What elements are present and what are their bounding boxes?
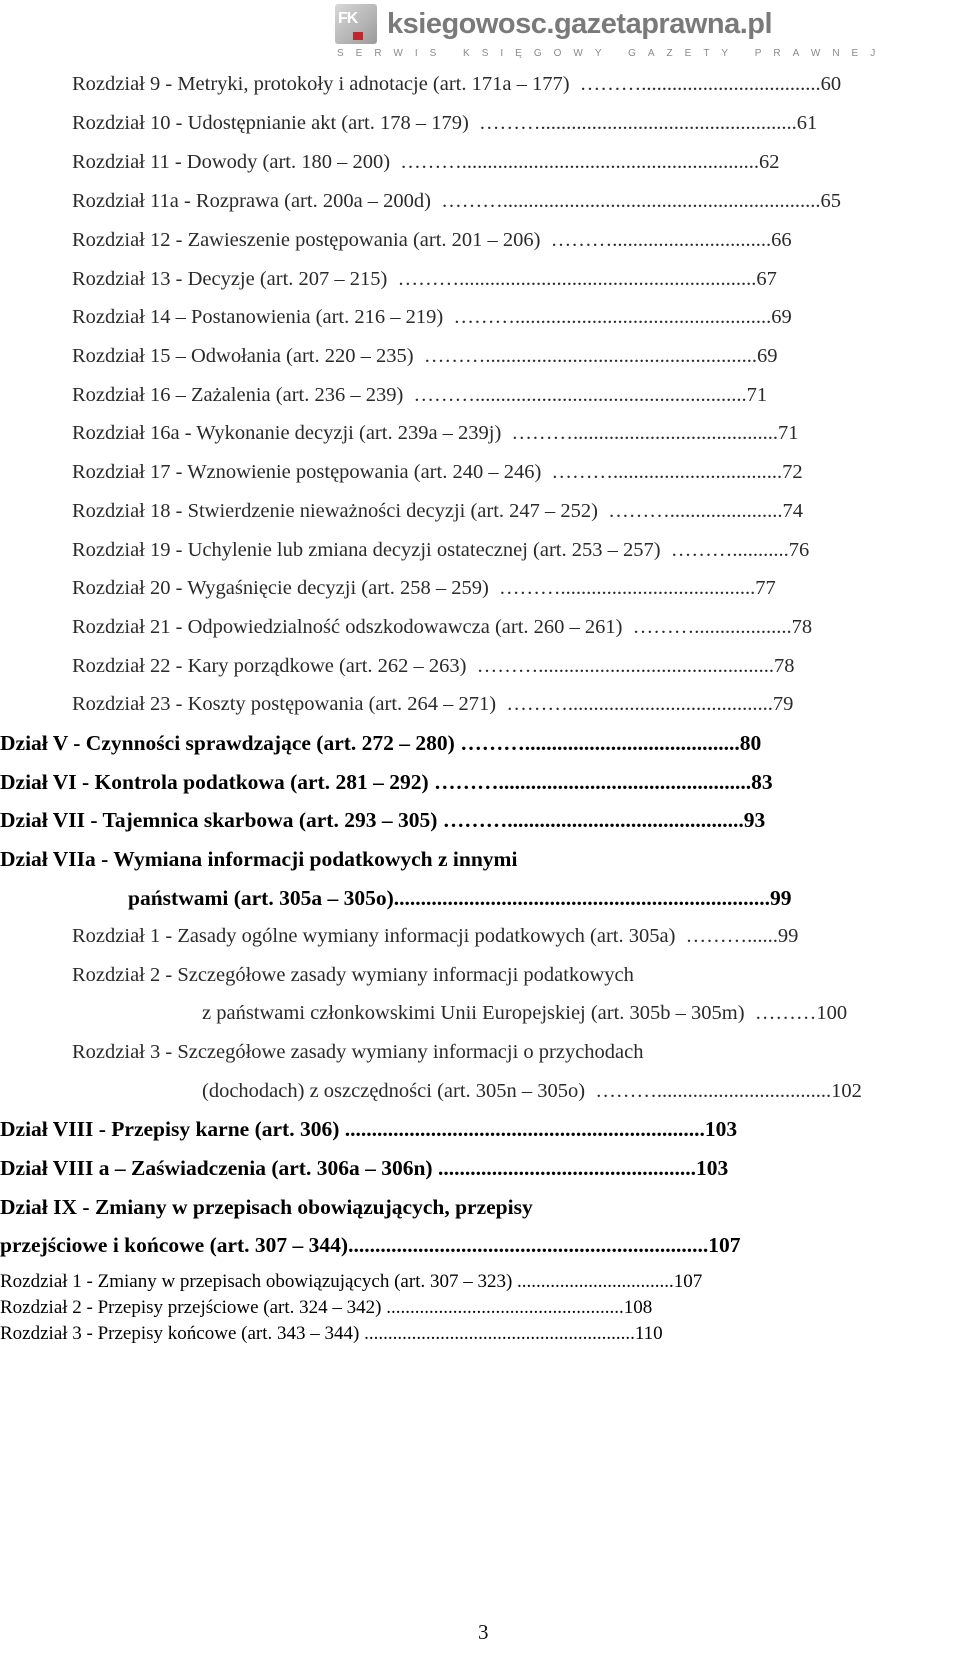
- page-number: 3: [478, 1620, 489, 1644]
- toc-entry: Rozdział 15 – Odwołania (art. 220 – 235) ……….....................................................69: [72, 345, 778, 367]
- toc-entry: Rozdział 22 - Kary porządkowe (art. 262 – 263) ………..............................................78: [72, 655, 795, 677]
- toc-entry: Rozdział 12 - Zawieszenie postępowania (art. 201 – 206) ………...............................66: [72, 229, 792, 251]
- toc-division: Dział VIII - Przepisy karne (art. 306) ...................................................................103: [0, 1117, 738, 1141]
- toc-entry: Rozdział 11 - Dowody (art. 180 – 200) ………..........................................................62: [72, 151, 780, 173]
- toc-division: Dział VIIa - Wymiana informacji podatkowych z innymi: [0, 847, 518, 871]
- toc-entry: Rozdział 13 - Decyzje (art. 207 – 215) ………..........................................................67: [72, 268, 777, 290]
- toc-entry: Rozdział 18 - Stwierdzenie nieważności decyzji (art. 247 – 252) ………......................74: [72, 500, 803, 522]
- logo-text[interactable]: ksiegowosc.gazetaprawna.pl: [387, 8, 773, 40]
- toc-entry: Rozdział 20 - Wygaśnięcie decyzji (art. 258 – 259) ………......................................77: [72, 577, 776, 599]
- toc-entry: Rozdział 10 - Udostępnianie akt (art. 178 – 179) ………..................................................61: [72, 112, 818, 134]
- toc-entry: Rozdział 1 - Zasady ogólne wymiany informacji podatkowych (art. 305a) ………......99: [72, 925, 799, 947]
- toc-entry: Rozdział 2 - Przepisy przejściowe (art. 324 – 342) ..................................................108: [0, 1297, 653, 1318]
- toc-entry: z państwami członkowskimi Unii Europejskiej (art. 305b – 305m) ………100: [202, 1002, 848, 1024]
- toc-entry: Rozdział 19 - Uchylenie lub zmiana decyzji ostatecznej (art. 253 – 257) ………...........76: [72, 539, 810, 561]
- logo-subtitle: SERWIS KSIĘGOWY GAZETY PRAWNEJ: [337, 48, 888, 59]
- toc-division: Dział IX - Zmiany w przepisach obowiązujących, przepisy: [0, 1195, 533, 1219]
- toc-division: Dział V - Czynności sprawdzające (art. 272 – 280) ………........................................80: [0, 731, 762, 755]
- toc-entry: Rozdział 14 – Postanowienia (art. 216 – 219) ………..................................................69: [72, 306, 792, 328]
- toc-entry: Rozdział 23 - Koszty postępowania (art. 264 – 271) ………........................................79: [72, 693, 794, 715]
- toc-division: Dział VII - Tajemnica skarbowa (art. 293 – 305) ………............................................93: [0, 808, 766, 832]
- toc-entry: Rozdział 3 - Przepisy końcowe (art. 343 – 344) .........................................................110: [0, 1323, 663, 1344]
- toc-entry: Rozdział 9 - Metryki, protokoły i adnotacje (art. 171a – 177) ………...................................60: [72, 73, 842, 95]
- toc-entry: Rozdział 2 - Szczegółowe zasady wymiany informacji podatkowych: [72, 964, 634, 986]
- toc-entry: Rozdział 3 - Szczegółowe zasady wymiany informacji o przychodach: [72, 1041, 644, 1063]
- toc-entry: Rozdział 17 - Wznowienie postępowania (art. 240 – 246) ……….................................72: [72, 461, 803, 483]
- toc-entry: Rozdział 1 - Zmiany w przepisach obowiązujących (art. 307 – 323) .................................107: [0, 1271, 703, 1292]
- toc-division: państwami (art. 305a – 305o)......................................................................99: [128, 886, 792, 910]
- page-header: [0, 0, 960, 70]
- toc-division: Dział VIII a – Zaświadczenia (art. 306a – 306n) ................................................103: [0, 1156, 729, 1180]
- toc-entry: (dochodach) z oszczędności (art. 305n – 305o) ………..................................102: [202, 1080, 862, 1102]
- toc-entry: Rozdział 21 - Odpowiedzialność odszkodowawcza (art. 260 – 261) ………...................78: [72, 616, 813, 638]
- toc-division: Dział VI - Kontrola podatkowa (art. 281 – 292) ………...............................................83: [0, 770, 773, 794]
- logo-icon: [335, 4, 377, 44]
- toc-entry: Rozdział 11a - Rozprawa (art. 200a – 200d) ………..............................................................65: [72, 190, 842, 212]
- toc-division: przejściowe i końcowe (art. 307 – 344)...................................................................107: [0, 1233, 741, 1257]
- toc-entry: Rozdział 16 – Zażalenia (art. 236 – 239) ……….....................................................71: [72, 384, 768, 406]
- logo-mark-text: FK: [338, 10, 358, 27]
- toc-entry: Rozdział 16a - Wykonanie decyzji (art. 239a – 239j) ………........................................71: [72, 422, 799, 444]
